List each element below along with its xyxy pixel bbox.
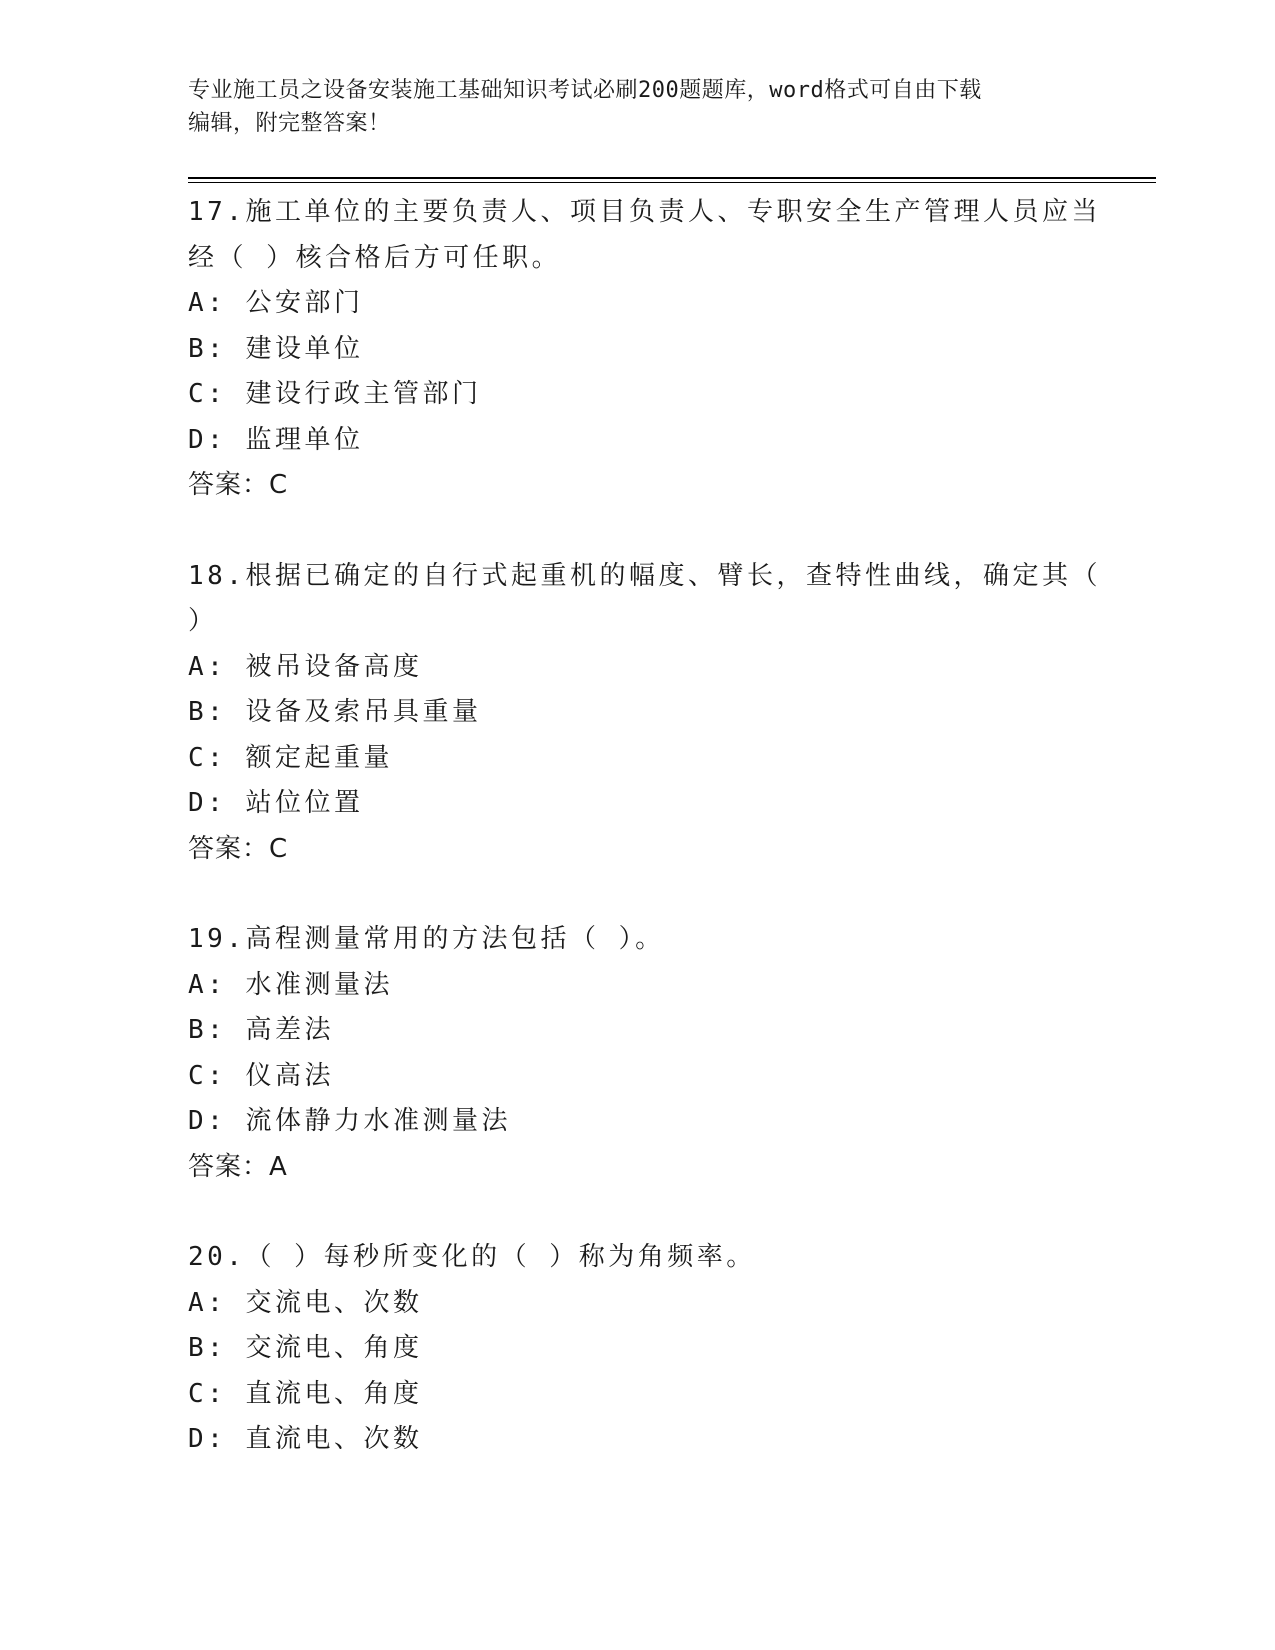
document-header (188, 74, 1088, 140)
question-stem: 18.根据已确定的自行式起重机的幅度、臂长，查特性曲线，确定其（ (188, 560, 1101, 591)
question-stem: ） (188, 606, 218, 636)
option-d: D: 站位位置 (188, 788, 364, 818)
answer: 答案：A (188, 1151, 288, 1182)
option-c: C: 直流电、角度 (188, 1378, 423, 1409)
option-d: D: 监理单位 (188, 424, 364, 455)
question-stem: 经（ ）核合格后方可任职。 (188, 242, 562, 273)
question-19 (188, 917, 1088, 1190)
question-17 (188, 190, 1101, 509)
header-divider-thick (188, 177, 1156, 179)
header-title-line-1: 专业施工员之设备安装施工基础知识考试必刷200题题库，word格式可自由下载 (188, 78, 982, 103)
question-stem: 19.高程测量常用的方法包括（ ）。 (188, 924, 665, 954)
header-title-line-2: 编辑，附完整答案！ (188, 111, 391, 136)
option-b: B: 高差法 (188, 1015, 334, 1045)
question-stem: 20.（ ）每秒所变化的（ ）称为角频率。 (188, 1242, 756, 1272)
option-a: A: 交流电、次数 (188, 1287, 423, 1318)
option-a: A: 水准测量法 (188, 969, 393, 1000)
option-a: A: 被吊设备高度 (188, 651, 423, 682)
question-18 (188, 554, 1101, 873)
option-b: B: 建设单位 (188, 333, 364, 364)
question-20 (188, 1235, 1088, 1463)
option-c: C: 建设行政主管部门 (188, 379, 482, 409)
option-b: B: 交流电、角度 (188, 1333, 423, 1363)
option-d: D: 直流电、次数 (188, 1424, 423, 1454)
header-divider-thin (188, 182, 1156, 183)
answer: 答案：C (188, 833, 289, 864)
option-c: C: 仪高法 (188, 1060, 334, 1091)
option-c: C: 额定起重量 (188, 742, 393, 773)
option-d: D: 流体静力水准测量法 (188, 1106, 511, 1136)
answer: 答案：C (188, 470, 289, 500)
option-a: A: 公安部门 (188, 288, 364, 318)
option-b: B: 设备及索吊具重量 (188, 697, 482, 727)
question-list (188, 190, 1101, 1508)
question-stem: 17.施工单位的主要负责人、项目负责人、专职安全生产管理人员应当 (188, 197, 1101, 227)
